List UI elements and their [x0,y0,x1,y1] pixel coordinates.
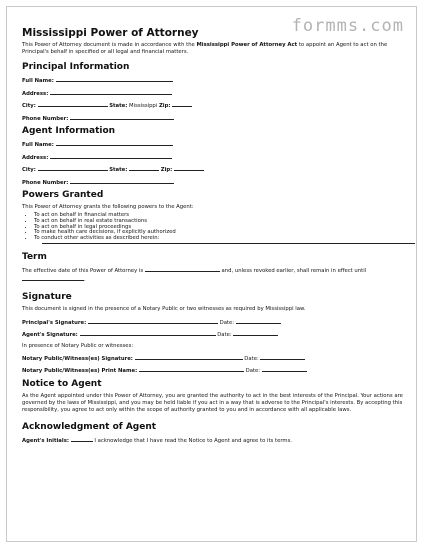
intro-text-1: This Power of Attorney document is made in accordance with the [22,42,197,48]
agent-initials-field[interactable] [71,436,93,442]
end-date-field[interactable] [22,275,84,281]
agent-address-label: Address: [22,154,49,161]
notary-print-label: Notary Public/Witness(es) Print Name: [22,368,138,375]
signature-intro: This document is signed in the presence of a Notary Public or two witnesses as required by Mississippi law. [22,305,306,312]
agent-zip-label: Zip: [160,167,173,173]
agent-heading: Agent Information [22,126,116,136]
term-text-2: and, unless revoked earlier, shall remain in effect until [219,267,367,274]
agent-phone-row [22,178,415,185]
term-paragraph: The effective date of this Power of Attorney is and, unless revoked earlier, shall remain in effect until . [22,267,367,283]
powers-list-item: • To make health care decisions, if explicitly authorized [34,230,415,236]
document-page [6,6,417,542]
notary-print-field[interactable] [139,366,244,372]
agent-address-row [22,153,415,160]
acknowledgment-text: I acknowledge that I have read the Notice to Agent and agree to its terms. [92,437,293,444]
principal-date-label: Date: [219,319,235,326]
notary-print-date-field[interactable] [262,366,307,372]
agent-signature-label: Agent's Signature: [22,332,78,339]
notary-signature-row [22,354,415,361]
agent-date-field[interactable] [233,330,278,336]
principal-phone-field[interactable] [70,114,174,120]
document-content [22,27,415,445]
effective-date-field[interactable] [145,266,220,272]
agent-city-row [22,165,415,172]
agent-address-field[interactable] [50,153,172,159]
notary-date-label: Date: [244,355,259,362]
powers-list [22,213,415,242]
agent-signature-field[interactable] [80,330,216,336]
agent-date-label: Date: [217,332,232,339]
agent-full-name-field[interactable] [56,140,173,146]
principal-address-row [22,89,415,96]
principal-full-name-field[interactable] [56,76,173,82]
powers-list-item: • To act on behalf in financial matters [34,213,415,219]
agent-signature-row [22,330,415,337]
intro-text-2: to appoint an Agent to act on the Principal's behalf in specified or all legal and financial matters. [22,42,388,55]
powers-list-item: • To act on behalf in real estate transactions [34,219,415,225]
principal-city-field[interactable] [38,101,108,107]
principal-signature-label: Principal's Signature: [22,319,87,326]
other-powers-field[interactable] [42,243,415,244]
watermark: formms.com [291,16,404,36]
powers-heading: Powers Granted [22,190,104,200]
notary-signature-label: Notary Public/Witness(es) Signature: [22,355,133,362]
principal-signature-row [22,318,415,325]
agent-city-field[interactable] [38,165,108,171]
document-title: Mississippi Power of Attorney [22,27,199,39]
powers-intro: This Power of Attorney grants the following powers to the Agent: [22,204,194,210]
agent-phone-label: Phone Number: [22,179,69,186]
principal-phone-label: Phone Number: [22,115,69,122]
principal-zip-label: Zip: [158,103,171,109]
powers-list-item: • To conduct other activities as described herein: [34,236,415,242]
signature-heading: Signature [22,291,72,302]
principal-signature-field[interactable] [88,318,218,324]
notary-date-field[interactable] [260,354,305,360]
acknowledgment-heading: Acknowledgment of Agent [22,421,157,432]
principal-state-label: State: [109,103,128,109]
powers-list-item: • To act on behalf in legal proceedings [34,225,415,231]
witness-presence-text: In presence of Notary Public or witnesses: [22,342,134,349]
principal-address-field[interactable] [50,89,172,95]
acknowledgment-paragraph [22,436,415,445]
principal-address-label: Address: [22,90,49,97]
principal-phone-row [22,114,415,121]
principal-full-name-label: Full Name: [22,78,54,84]
notice-paragraph: As the Agent appointed under this Power of Attorney, you are granted the authority to act in the best interests of the Principal. Your actions are governed by the laws of Mississippi, and you may be held liable if you act in a way that is adverse to the Principal's interests. By accepting this responsibility, you agree to act only within the scope of authority granted to you and in accordance with all applicable laws. [22,392,403,413]
notice-heading: Notice to Agent [22,378,102,389]
principal-full-name-row [22,76,415,83]
agent-state-field[interactable] [129,165,159,171]
agent-state-label: State: [109,167,128,173]
notary-signature-field[interactable] [135,354,243,360]
agent-full-name-row [22,140,415,147]
term-text-1: The effective date of this Power of Attorney is [22,267,145,274]
principal-city-row [22,101,415,108]
notary-print-date-label: Date: [245,368,261,375]
principal-zip-field[interactable] [172,101,192,107]
notary-print-row [22,366,415,373]
principal-heading: Principal Information [22,62,130,72]
principal-state-value: Mississippi [129,103,158,109]
agent-initials-label: Agent's Initials: [22,437,69,444]
term-heading: Term [22,251,47,262]
agent-phone-field[interactable] [70,178,174,184]
intro-act-name: Mississippi Power of Attorney Act [196,42,298,48]
agent-full-name-label: Full Name: [22,142,54,148]
principal-city-label: City: [22,103,36,109]
intro-paragraph [22,42,415,56]
agent-zip-field[interactable] [174,165,204,171]
principal-date-field[interactable] [236,318,281,324]
agent-city-label: City: [22,167,36,173]
